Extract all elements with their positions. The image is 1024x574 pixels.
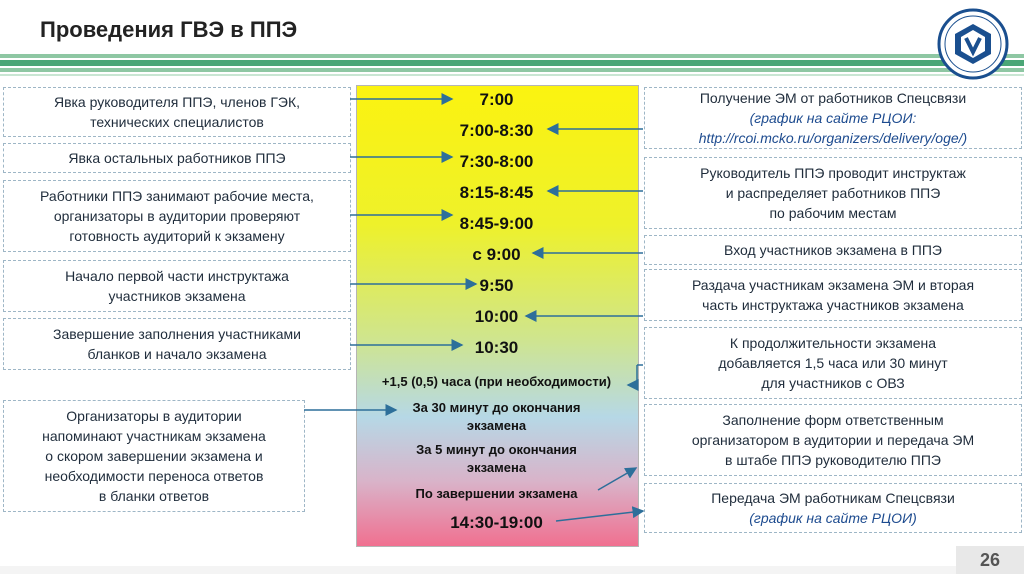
right-step-box: Руководитель ППЭ проводит инструктаж и распределяет работников ППЭ по рабочим местам [644,157,1022,229]
timeline-time: 10:00 [474,307,519,326]
timeline-note: По завершении экзамена [415,486,578,501]
timeline-time: 14:30-19:00 [450,513,543,532]
timeline-time: 7:00 [479,90,514,109]
left-step-box: Организаторы в аудитории напоминают участникам экзамена о скором завершении экзамена и необходимости переноса ответов в бланки ответов [3,400,305,512]
note-text: (график на сайте РЦОИ: [749,110,917,126]
left-step-box: Работники ППЭ занимают рабочие места, организаторы в аудитории проверяют готовность аудиторий к экзамену [3,180,351,252]
right-step-box: К продолжительности экзамена добавляется 1,5 часа или 30 минут для участников с ОВЗ [644,327,1022,399]
timeline-time: 10:30 [474,338,519,357]
timeline-note: За 5 минут до окончания экзамена [416,442,577,475]
timeline-time: 8:15-8:45 [459,183,534,202]
timeline-time: с 9:00 [472,245,521,264]
delivery-schedule-link[interactable]: http://rcoi.mcko.ru/organizers/delivery/oge/) [698,130,968,146]
timeline-time: 7:00-8:30 [459,121,534,140]
timeline-time: 8:45-9:00 [459,214,534,233]
right-step-box: Вход участников экзамена в ППЭ [644,235,1022,265]
page-title: Проведения ГВЭ в ППЭ [40,17,298,42]
right-step-box: Раздача участникам экзамена ЭМ и вторая часть инструктажа участников экзамена [644,269,1022,321]
right-step-box: Получение ЭМ от работников Спецсвязи (график на сайте РЦОИ: http://rcoi.mcko.ru/organizers/delivery/oge/) [644,87,1022,149]
left-step-box: Завершение заполнения участниками бланков и начало экзамена [3,318,351,370]
footer-band [0,566,960,574]
page-number: 26 [956,546,1024,574]
left-step-box: Явка остальных работников ППЭ [3,143,351,173]
timeline-time: 9:50 [479,276,514,295]
note-text: (график на сайте РЦОИ) [749,510,917,526]
right-step-box: Заполнение форм ответственным организатором в аудитории и передача ЭМ в штабе ППЭ руководителю ППЭ [644,404,1022,476]
timeline-note: За 30 минут до окончания экзамена [412,400,581,433]
timeline-time: 7:30-8:00 [459,152,534,171]
left-step-box: Начало первой части инструктажа участников экзамена [3,260,351,312]
right-step-box: Передача ЭМ работникам Спецсвязи (график на сайте РЦОИ) [644,483,1022,533]
left-step-box: Явка руководителя ППЭ, членов ГЭК, технических специалистов [3,87,351,137]
timeline-note: +1,5 (0,5) часа (при необходимости) [381,374,612,389]
